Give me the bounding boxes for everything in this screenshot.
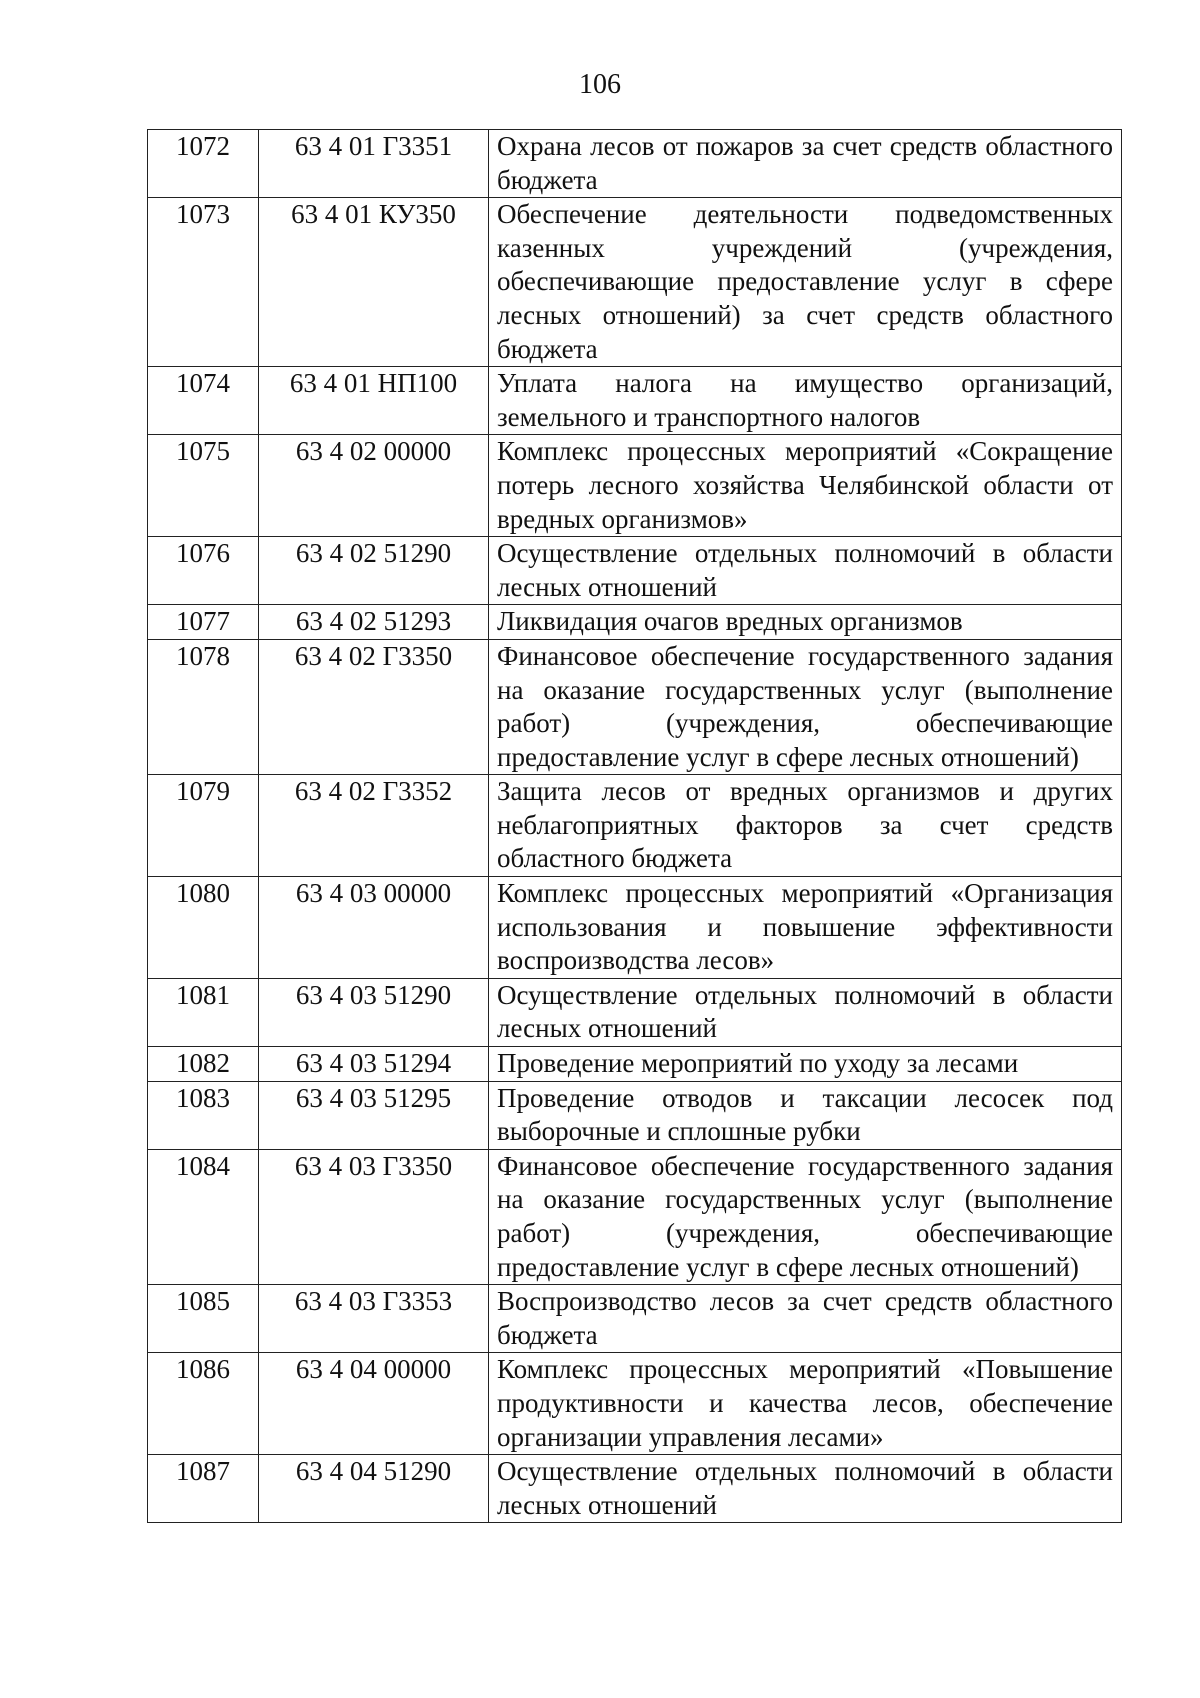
- budget-code-cell: 63 4 03 51295: [259, 1081, 489, 1149]
- budget-code-cell: 63 4 03 51290: [259, 978, 489, 1046]
- description-cell: Обеспечение деятельности подведомственных казенных учреждений (учреждения, обеспечивающие предоставление услуг в сфере лесных отношений) за счет средств областного бюджета: [489, 198, 1122, 367]
- row-number-cell: 1072: [148, 130, 259, 198]
- table-row: [148, 1047, 1122, 1082]
- description-cell: Осуществление отдельных полномочий в области лесных отношений: [489, 978, 1122, 1046]
- table-row: [148, 1455, 1122, 1523]
- table-row: [148, 1081, 1122, 1149]
- row-number-cell: 1075: [148, 435, 259, 537]
- budget-code-table: [147, 129, 1122, 1523]
- row-number-cell: 1086: [148, 1353, 259, 1455]
- row-number-cell: 1073: [148, 198, 259, 367]
- row-number-cell: 1076: [148, 537, 259, 605]
- budget-code-cell: 63 4 01 КУ350: [259, 198, 489, 367]
- table-row: [148, 435, 1122, 537]
- description-cell: Ликвидация очагов вредных организмов: [489, 605, 1122, 640]
- row-number-cell: 1074: [148, 367, 259, 435]
- description-cell: Защита лесов от вредных организмов и других неблагоприятных факторов за счет средств областного бюджета: [489, 775, 1122, 877]
- description-cell: Проведение мероприятий по уходу за лесами: [489, 1047, 1122, 1082]
- row-number-cell: 1079: [148, 775, 259, 877]
- table-row: [148, 1353, 1122, 1455]
- table-row: [148, 978, 1122, 1046]
- row-number-cell: 1077: [148, 605, 259, 640]
- budget-code-cell: 63 4 03 Г3353: [259, 1285, 489, 1353]
- budget-code-cell: 63 4 03 51294: [259, 1047, 489, 1082]
- row-number-cell: 1081: [148, 978, 259, 1046]
- row-number-cell: 1085: [148, 1285, 259, 1353]
- budget-code-cell: 63 4 02 00000: [259, 435, 489, 537]
- table-row: [148, 367, 1122, 435]
- description-cell: Осуществление отдельных полномочий в области лесных отношений: [489, 1455, 1122, 1523]
- table-row: [148, 537, 1122, 605]
- table-row: [148, 1285, 1122, 1353]
- description-cell: Комплекс процессных мероприятий «Сокращение потерь лесного хозяйства Челябинской области от вредных организмов»: [489, 435, 1122, 537]
- budget-code-cell: 63 4 04 51290: [259, 1455, 489, 1523]
- description-cell: Комплекс процессных мероприятий «Повышение продуктивности и качества лесов, обеспечение организации управления лесами»: [489, 1353, 1122, 1455]
- description-cell: Осуществление отдельных полномочий в области лесных отношений: [489, 537, 1122, 605]
- row-number-cell: 1084: [148, 1149, 259, 1284]
- description-cell: Финансовое обеспечение государственного задания на оказание государственных услуг (выполнение работ) (учреждения, обеспечивающие предоставление услуг в сфере лесных отношений): [489, 1149, 1122, 1284]
- table-row: [148, 605, 1122, 640]
- budget-code-cell: 63 4 01 Г3351: [259, 130, 489, 198]
- table-row: [148, 130, 1122, 198]
- row-number-cell: 1078: [148, 639, 259, 774]
- budget-code-table-body: [148, 130, 1122, 1523]
- description-cell: Комплекс процессных мероприятий «Организация использования и повышение эффективности воспроизводства лесов»: [489, 877, 1122, 979]
- budget-code-cell: 63 4 02 Г3352: [259, 775, 489, 877]
- budget-code-cell: 63 4 02 51293: [259, 605, 489, 640]
- table-row: [148, 775, 1122, 877]
- page-number: 106: [579, 69, 621, 100]
- table-row: [148, 198, 1122, 367]
- description-cell: Финансовое обеспечение государственного задания на оказание государственных услуг (выполнение работ) (учреждения, обеспечивающие предоставление услуг в сфере лесных отношений): [489, 639, 1122, 774]
- table-row: [148, 877, 1122, 979]
- row-number-cell: 1082: [148, 1047, 259, 1082]
- row-number-cell: 1087: [148, 1455, 259, 1523]
- budget-code-cell: 63 4 03 00000: [259, 877, 489, 979]
- description-cell: Уплата налога на имущество организаций, земельного и транспортного налогов: [489, 367, 1122, 435]
- table-row: [148, 639, 1122, 774]
- budget-code-cell: 63 4 02 Г3350: [259, 639, 489, 774]
- budget-code-cell: 63 4 04 00000: [259, 1353, 489, 1455]
- table-row: [148, 1149, 1122, 1284]
- description-cell: Проведение отводов и таксации лесосек под выборочные и сплошные рубки: [489, 1081, 1122, 1149]
- budget-code-cell: 63 4 03 Г3350: [259, 1149, 489, 1284]
- row-number-cell: 1080: [148, 877, 259, 979]
- budget-code-cell: 63 4 02 51290: [259, 537, 489, 605]
- description-cell: Воспроизводство лесов за счет средств областного бюджета: [489, 1285, 1122, 1353]
- budget-code-cell: 63 4 01 НП100: [259, 367, 489, 435]
- description-cell: Охрана лесов от пожаров за счет средств областного бюджета: [489, 130, 1122, 198]
- row-number-cell: 1083: [148, 1081, 259, 1149]
